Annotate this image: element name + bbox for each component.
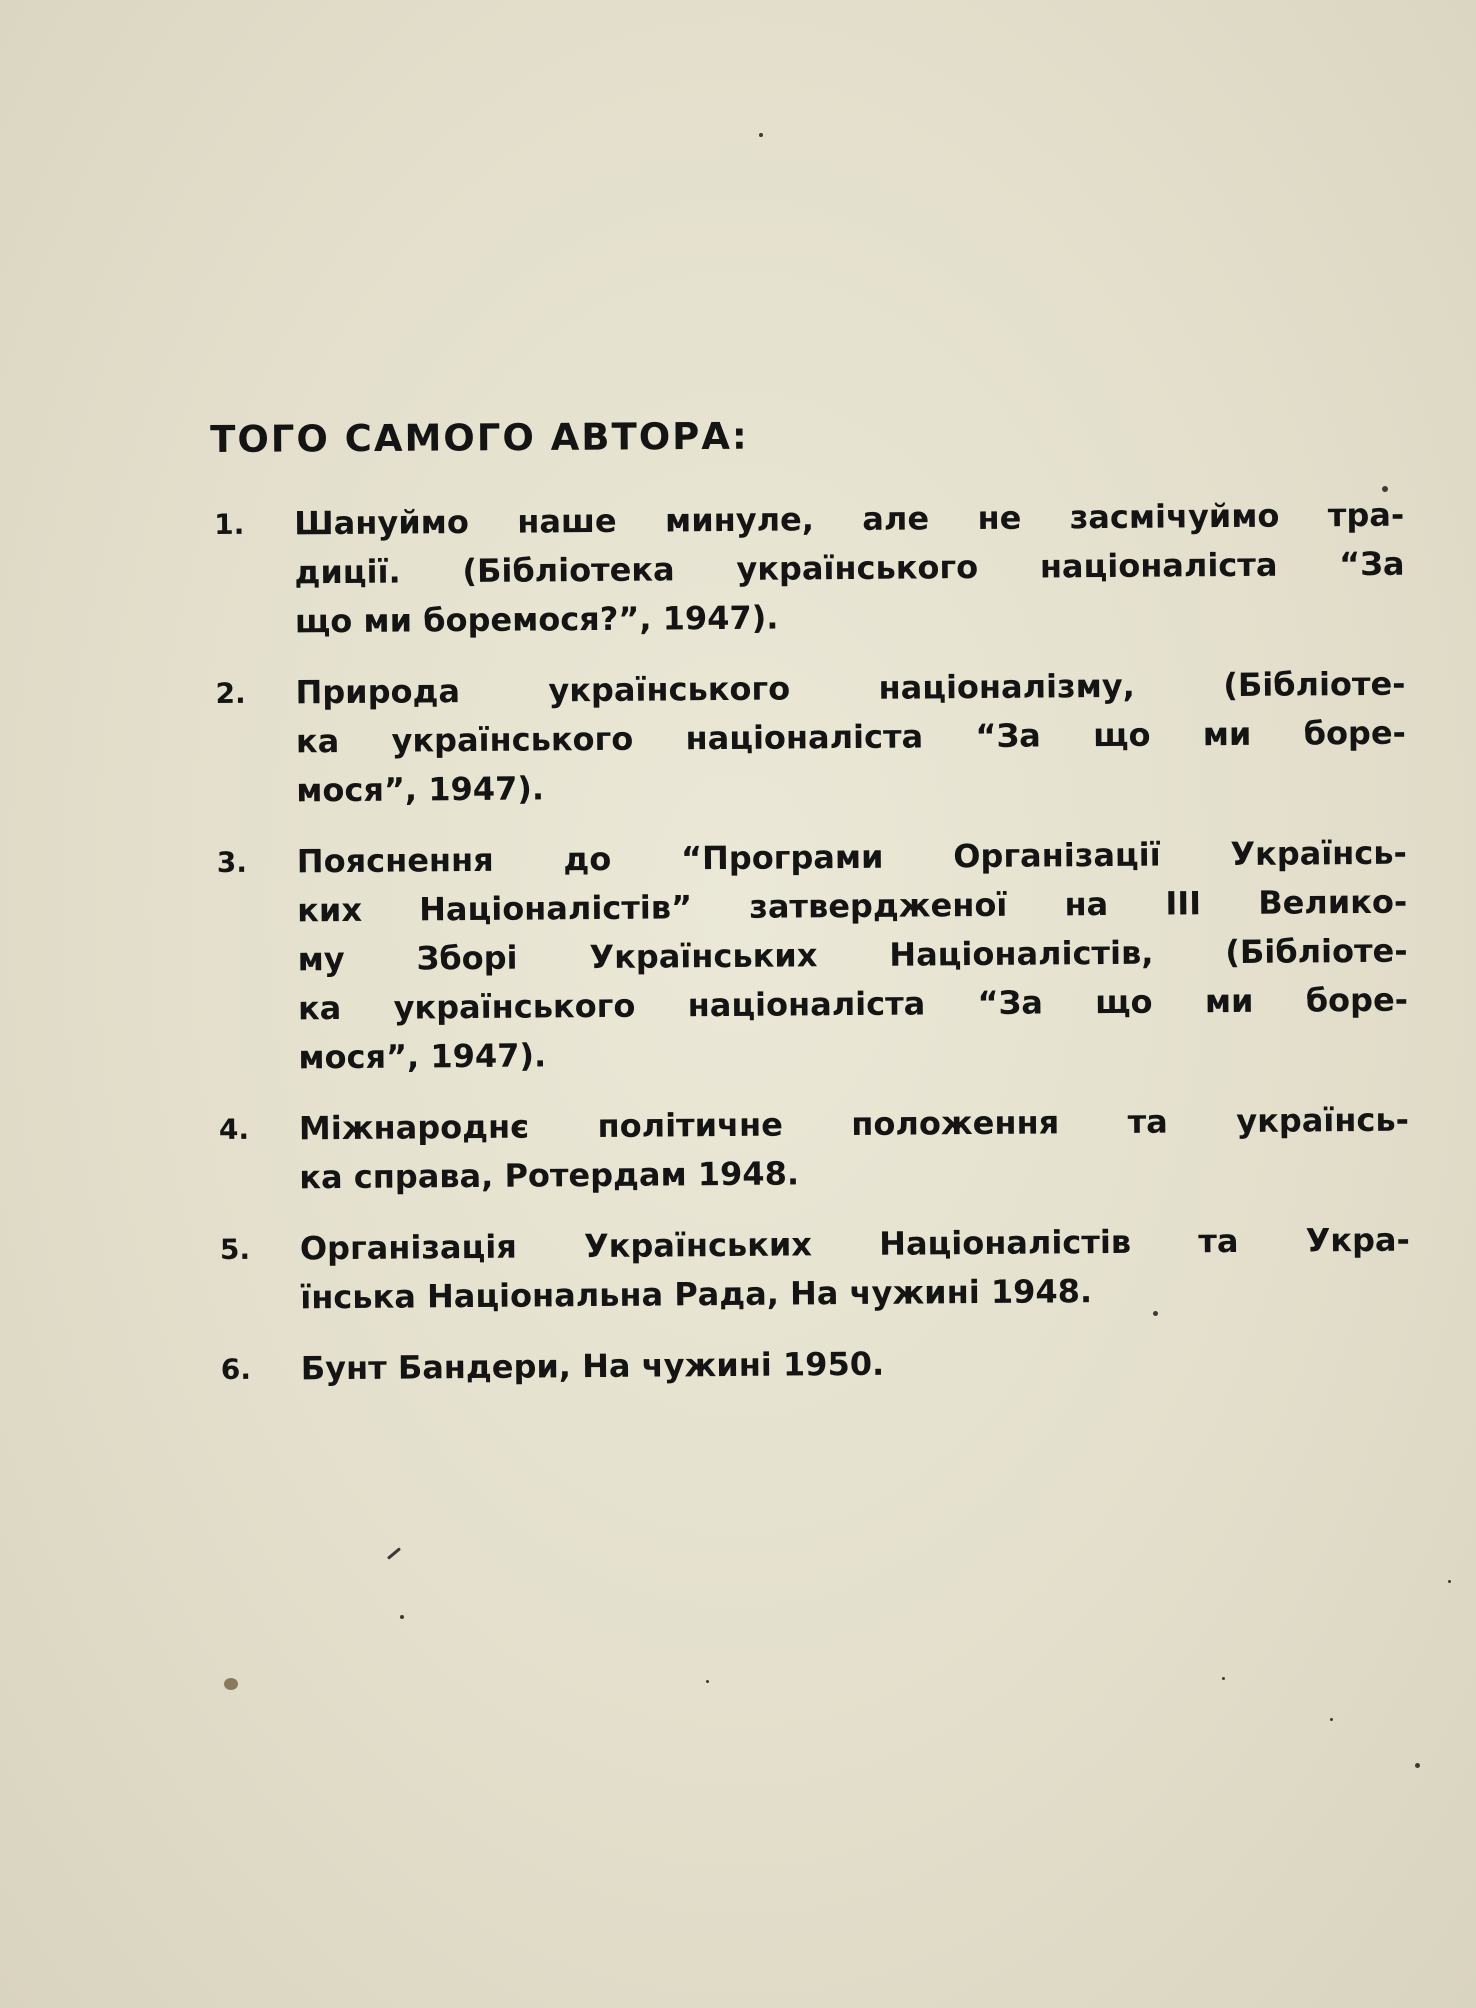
entry-number: 3. xyxy=(216,845,248,879)
entry-line: ка справа, Ротердам 1948. xyxy=(299,1154,800,1197)
entry-number: 2. xyxy=(215,676,246,710)
entry-line: Природа українського націоналізму, (Бібліоте- xyxy=(295,664,1406,712)
entry-line: ка українського націоналіста “За що ми боре- xyxy=(295,713,1407,761)
entry-line: му Зборі Українських Націоналістів, (Бібліоте- xyxy=(297,931,1408,979)
paper-speck xyxy=(400,1615,404,1619)
entry-number: 5. xyxy=(219,1232,251,1266)
bibliography-entry xyxy=(220,1216,1411,1323)
paper-speck xyxy=(1153,1311,1158,1316)
entry-line: Шануймо наше минуле, але не засмічуймо тра- xyxy=(294,495,1405,543)
section-heading: ТОГО САМОГО АВТОРА: xyxy=(210,414,749,461)
paper-speck xyxy=(1415,1763,1420,1768)
paper-speck xyxy=(1222,1677,1225,1680)
bibliography-entry xyxy=(215,660,1406,816)
paper-speck xyxy=(759,133,763,137)
paper-speck xyxy=(1448,1580,1451,1583)
entry-number: 4. xyxy=(218,1112,250,1146)
entry-line: мося”, 1947). xyxy=(296,769,545,810)
paper-speck xyxy=(387,1547,401,1560)
entry-line: Міжнароднє політичне положення та українсь- xyxy=(298,1100,1410,1148)
paper-speck xyxy=(1330,1718,1333,1721)
bibliography-entry xyxy=(217,829,1409,1083)
entry-line: мося”, 1947). xyxy=(298,1036,547,1077)
paper-speck xyxy=(224,1678,238,1690)
entry-line: диції. (Бібліотека українського націоналіста “За xyxy=(294,544,1405,592)
entry-line: ка українського націоналіста “За що ми боре- xyxy=(297,980,1409,1028)
paper-speck xyxy=(706,1680,709,1683)
entry-number: 6. xyxy=(220,1352,252,1386)
entry-line: їнська Національна Рада, На чужині 1948. xyxy=(300,1272,1093,1317)
entry-line: ких Націоналістів” затвердженої на ІІІ Велико- xyxy=(297,882,1408,930)
bibliography-list xyxy=(214,491,1411,1416)
entry-number: 1. xyxy=(214,507,245,541)
entry-line: що ми боремося?”, 1947). xyxy=(294,598,779,641)
bibliography-entry xyxy=(219,1096,1410,1203)
entry-line: Пояснення до “Програми Організації Українсь- xyxy=(296,833,1407,881)
entry-line: Організація Українських Націоналістів та Укра- xyxy=(299,1220,1410,1268)
entry-line: Бунт Бандери, На чужині 1950. xyxy=(300,1344,885,1388)
paper-speck xyxy=(1382,486,1388,492)
bibliography-entry xyxy=(214,491,1405,647)
bibliography-entry xyxy=(221,1336,1411,1394)
